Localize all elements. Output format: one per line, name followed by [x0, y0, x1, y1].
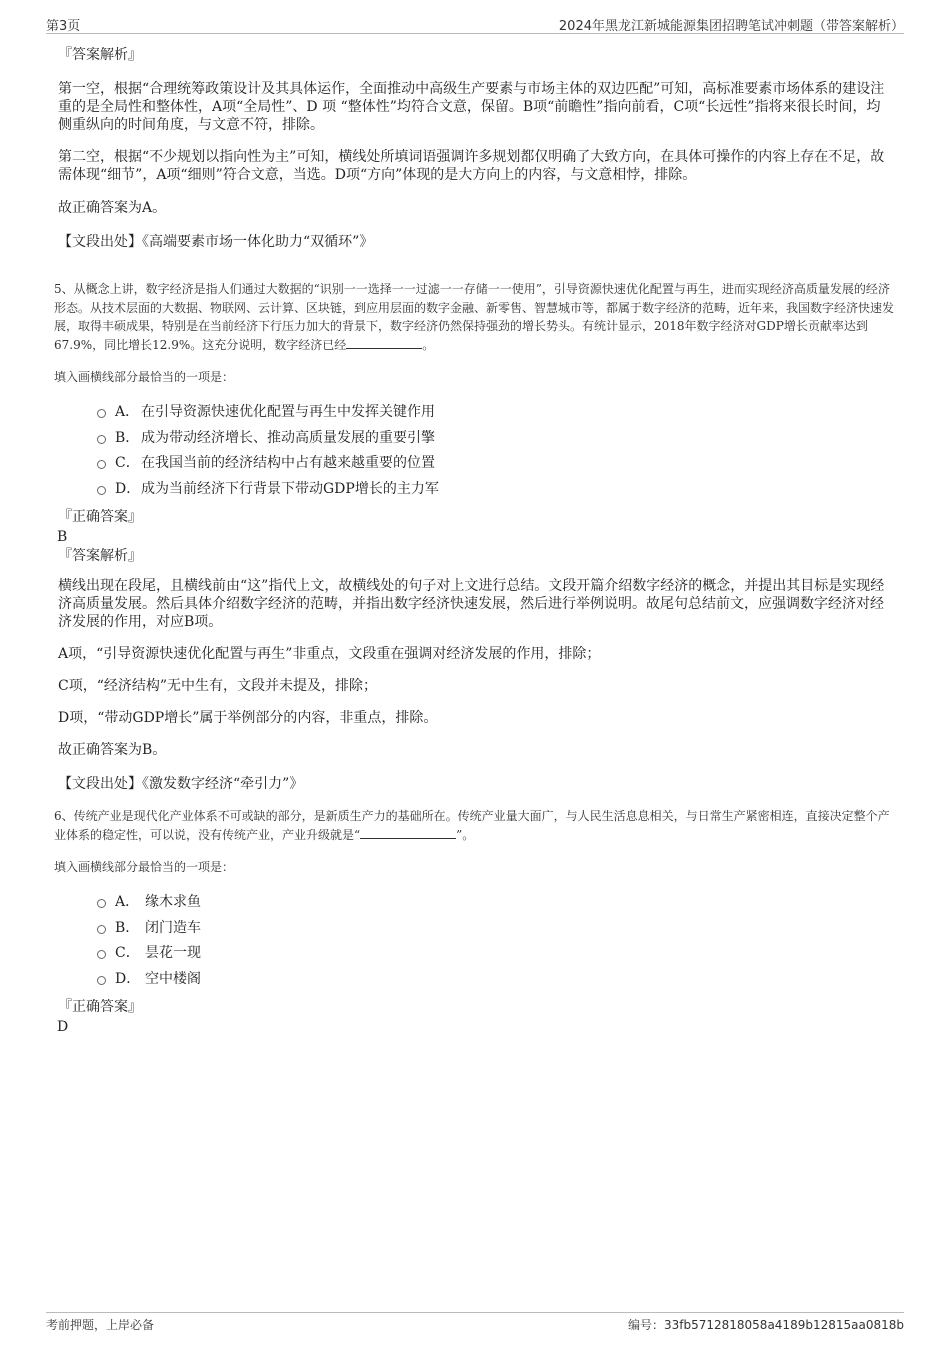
q6-option-a[interactable] [96, 890, 894, 916]
q5-option-a[interactable] [96, 400, 894, 426]
radio-icon[interactable] [97, 486, 106, 495]
radio-icon[interactable] [97, 976, 106, 985]
q6-stem-text: 6、传统产业是现代化产业体系不可或缺的部分，是新质生产力的基础所在。传统产业量大面广，与人民生活息息相关，与日常生产紧密相连，直接决定整个产业体系的稳定性，可以说，没有传统产业，产业升级就是“ [54, 809, 890, 842]
page-number: 第3页 [46, 19, 81, 34]
q5-stem-text: 5、从概念上讲，数字经济是指人们通过大数据的“识别一一选择一一过滤一一存储一一使用”，引导资源快速优化配置与再生，进而实现经济高质量发展的经济形态。从技术层面的大数据、物联网、云计算、区块链，到应用层面的数字金融、新零售、智慧城市等，都属于数字经济的范畴，近年来，我国数字经济快速发展，取得丰硕成果，特别是在当前经济下行压力加大的背景下，数字经济仍然保持强劲的增长势头。有统计显示，2018年数字经济对GDP增长贡献率达到67.9%，同比增长12.9%。这充分说明，数字经济已经 [54, 282, 895, 352]
q6-blank [360, 826, 456, 839]
q5-blank [346, 336, 422, 349]
q5-analysis-p5: 故正确答案为B。 [58, 742, 167, 758]
option-letter: D． [115, 480, 141, 497]
radio-icon[interactable] [97, 950, 106, 959]
option-letter: B． [115, 919, 140, 936]
q5-analysis-p2: A项，“引导资源快速优化配置与再生”非重点，文段重在强调对经济发展的作用，排除； [58, 646, 601, 662]
radio-icon[interactable] [97, 925, 106, 934]
q5-analysis-p4: D项，“带动GDP增长”属于举例部分的内容，非重点，排除。 [58, 710, 438, 726]
q5-correct-answer: B [57, 529, 68, 545]
q5-option-d[interactable] [96, 477, 894, 503]
document-title: 2024年黑龙江新城能源集团招聘笔试冲刺题（带答案解析） [558, 19, 904, 34]
document-body [56, 46, 894, 1037]
footer-slogan: 考前押题，上岸必备 [46, 1318, 155, 1332]
option-letter: D． [115, 970, 141, 987]
q6-prompt: 填入画横线部分最恰当的一项是： [54, 860, 235, 874]
q6-option-c[interactable] [96, 941, 894, 967]
q6-correct-label: 『正确答案』 [58, 999, 142, 1015]
option-text: 闭门造车 [145, 919, 201, 936]
option-letter: A． [115, 894, 140, 910]
q4-source: 【文段出处】《高端要素市场一体化助力“双循环”》 [58, 234, 374, 250]
page-footer [46, 1312, 904, 1333]
q5-source: 【文段出处】《激发数字经济“牵引力”》 [58, 776, 304, 792]
document-id: 编号：33fb5712818058a4189b12815aa0818b [627, 1318, 904, 1332]
q6-option-b[interactable] [96, 916, 894, 942]
q5-prompt: 填入画横线部分最恰当的一项是： [54, 370, 235, 384]
q6-options [56, 890, 894, 992]
q6-option-d[interactable] [96, 967, 894, 993]
option-letter: B． [115, 429, 140, 446]
q5-analysis-p1: 横线出现在段尾，且横线前由“这”指代上文，故横线处的句子对上文进行总结。文段开篇介绍数字经济的概念，并提出其目标是实现经济高质量发展。然后具体介绍数字经济的范畴，并指出数字经济快速发展，然后进行举例说明。故尾句总结前文，应强调数字经济对经济发展的作用，对应B项。 [58, 578, 885, 630]
radio-icon[interactable] [97, 460, 106, 469]
radio-icon[interactable] [97, 435, 106, 444]
q5-analysis-p3: C项，“经济结构”无中生有，文段并未提及，排除； [58, 678, 378, 694]
q4-analysis-p1: 第一空，根据“合理统筹政策设计及其具体运作，全面推动中高级生产要素与市场主体的双边匹配”可知，高标准要素市场体系的建设注重的是全局性和整体性，A项“全局性”、D 项 “整体性”均符合文意，保留。B项“前瞻性”指向前看，C项“长远性”指将来很长时间，均侧重纵向的时间角度，与文意不符，排除。 [58, 81, 885, 133]
option-text: 空中楼阁 [145, 970, 201, 987]
radio-icon[interactable] [97, 899, 106, 908]
q5-stem-end: 。 [422, 337, 435, 352]
q6-stem-end: ”。 [456, 827, 475, 842]
q6-correct-answer: D [57, 1019, 69, 1035]
q4-analysis-label: 『答案解析』 [58, 47, 142, 63]
page-header [46, 13, 904, 34]
q5-option-b[interactable] [96, 426, 894, 452]
option-text: 在引导资源快速优化配置与再生中发挥关键作用 [141, 404, 435, 420]
radio-icon[interactable] [97, 409, 106, 418]
option-letter: C． [115, 945, 140, 961]
option-letter: A． [115, 404, 140, 420]
option-text: 昙花一现 [145, 945, 201, 961]
q6-stem [54, 807, 894, 844]
q4-analysis-p2: 第二空，根据“不少规划以指向性为主”可知，横线处所填词语强调许多规划都仅明确了大致方向，在具体可操作的内容上存在不足，故需体现“细节”，A项“细则”符合文意，当选。D项“方向”体现的是大方向上的内容，与文意相悖，排除。 [58, 149, 885, 183]
q5-analysis-label: 『答案解析』 [58, 548, 142, 564]
q5-stem [54, 280, 894, 354]
option-text: 成为当前经济下行背景下带动GDP增长的主力军 [141, 480, 439, 497]
option-text: 在我国当前的经济结构中占有越来越重要的位置 [141, 455, 435, 471]
q5-options [56, 400, 894, 502]
q4-analysis-p3: 故正确答案为A。 [58, 200, 167, 216]
q5-correct-label: 『正确答案』 [58, 509, 142, 525]
option-text: 成为带动经济增长、推动高质量发展的重要引擎 [141, 429, 435, 446]
option-text: 缘木求鱼 [145, 894, 201, 910]
q5-option-c[interactable] [96, 451, 894, 477]
option-letter: C． [115, 455, 140, 471]
